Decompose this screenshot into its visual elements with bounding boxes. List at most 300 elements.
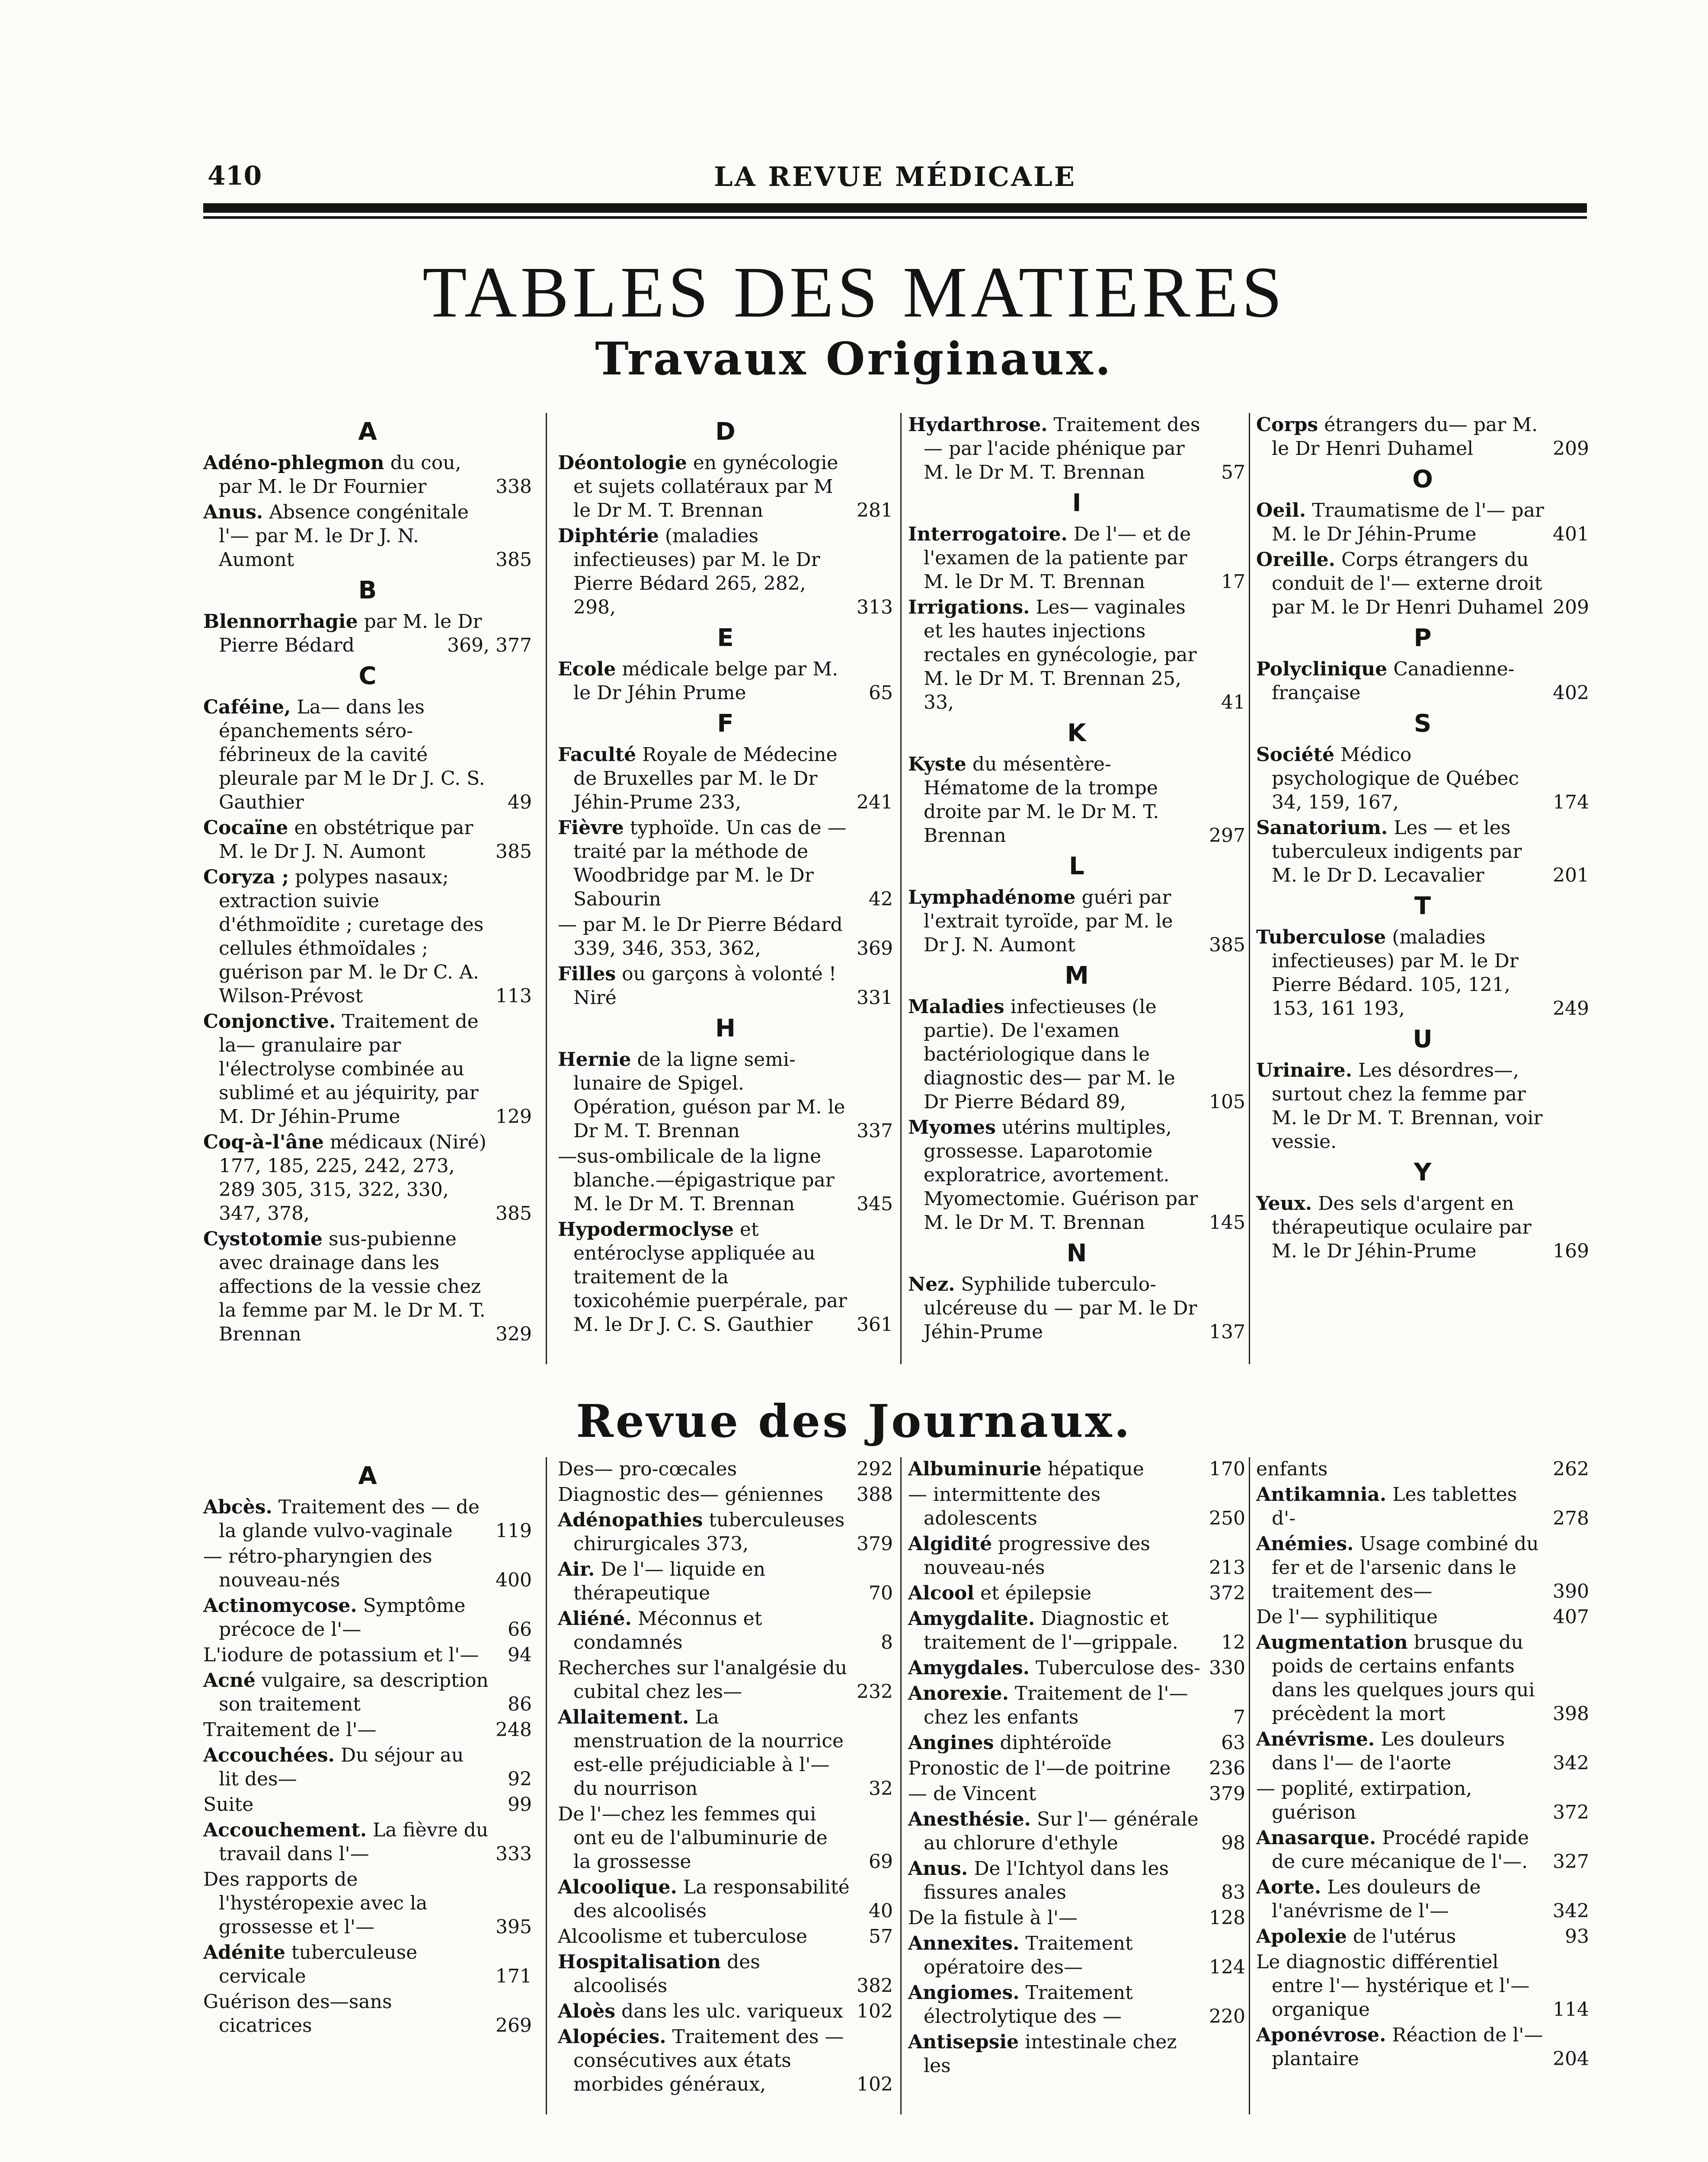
page-reference: 249 — [1549, 997, 1589, 1020]
index-entry — [558, 1508, 893, 1556]
page-reference: 361 — [853, 1313, 893, 1337]
page-reference: 385 — [1206, 933, 1245, 957]
page-reference: 250 — [1206, 1506, 1245, 1530]
index-column — [1256, 1457, 1589, 2119]
entry-text — [908, 1457, 1245, 1481]
entry-heading: Anus. — [908, 1858, 968, 1880]
entry-body: Du séjour au lit des— — [219, 1744, 464, 1790]
page-reference: 372 — [1549, 1801, 1589, 1824]
entry-heading: Coryza ; — [203, 866, 289, 888]
index-entry — [203, 1818, 532, 1866]
index-entry — [203, 1743, 532, 1791]
entry-text — [203, 1227, 532, 1346]
entry-body: typhoïde. Un cas de — traité par la méthode de Woodbridge par M. le Dr Sabourin — [573, 817, 847, 910]
entry-text — [203, 1818, 532, 1866]
entry-text — [908, 886, 1245, 957]
entry-body: De l'— liquide en thérapeutique — [573, 1558, 766, 1604]
entry-body: en gynécologie et sujets collatéraux par M le Dr M. T. Brennan — [573, 452, 838, 521]
entry-text — [558, 1705, 893, 1801]
entry-body: Le diagnostic différentiel entre l'— hystérique et l'— organique — [1256, 1951, 1530, 2021]
entry-text — [1256, 1483, 1589, 1530]
entry-body: Alcoolisme et tuberculose — [558, 1925, 808, 1948]
page-reference: 66 — [504, 1618, 532, 1641]
index-column — [908, 1457, 1245, 2119]
entry-heading: Hypodermoclyse — [558, 1219, 734, 1241]
entry-body: Usage combiné du fer et de l'arsenic dans le traitement des— — [1272, 1533, 1539, 1602]
index-entry — [558, 1048, 893, 1143]
page-reference: 12 — [1218, 1631, 1245, 1654]
index-entry — [1256, 1192, 1589, 1263]
entry-body: Symptôme précoce de l'— — [219, 1595, 466, 1641]
index-entry — [908, 522, 1245, 594]
entry-body: —sus-ombilicale de la ligne blanche.—épigastrique par M. le Dr M. T. Brennan — [558, 1145, 835, 1215]
entry-text — [203, 1669, 532, 1716]
index-entry — [558, 913, 893, 960]
entry-body: Traumatisme de l'— par M. le Dr Jéhin-Prume — [1272, 499, 1544, 545]
entry-text — [1256, 925, 1589, 1020]
entry-text — [1256, 1457, 1589, 1481]
entry-text — [1256, 657, 1589, 705]
index-entry — [908, 1116, 1245, 1235]
entry-text — [1256, 548, 1589, 619]
entry-text — [558, 1925, 893, 1948]
index-letter: D — [715, 418, 736, 446]
entry-text — [203, 816, 532, 864]
entry-body: polypes nasaux; extraction suivie d'éthmoïdite ; curetage des cellules éthmoïdales ; guérison par M. le Dr C. A. Wilson-Prévost — [219, 866, 484, 1007]
page-reference: 94 — [504, 1643, 532, 1667]
entry-text — [1256, 1777, 1589, 1824]
entry-heading: Anesthésie. — [908, 1808, 1031, 1830]
entry-body: vulgaire, sa description son traitement — [219, 1669, 489, 1715]
entry-text — [558, 451, 893, 522]
index-letter: E — [717, 624, 734, 652]
index-entry — [1256, 413, 1589, 461]
index-letter: H — [715, 1014, 736, 1043]
entry-heading: Actinomycose. — [203, 1595, 357, 1617]
entry-text — [908, 595, 1245, 714]
page-reference: 41 — [1218, 691, 1245, 714]
entry-body: Traitement de l'— — [203, 1719, 377, 1741]
entry-heading: Amygdalite. — [908, 1608, 1035, 1630]
page-reference: 40 — [865, 1899, 893, 1923]
index-letter: I — [1072, 489, 1081, 517]
index-entry — [203, 610, 532, 657]
entry-text — [203, 1545, 532, 1592]
page-reference: 236 — [1206, 1756, 1245, 1780]
entry-body: Traitement opératoire des— — [924, 1932, 1133, 1978]
entry-text — [908, 1756, 1245, 1780]
page-reference: 407 — [1549, 1605, 1589, 1629]
index-entry — [203, 1643, 532, 1667]
index-entry — [908, 886, 1245, 957]
entry-text — [908, 1532, 1245, 1580]
page-reference: 69 — [865, 1850, 893, 1874]
page-reference: 385 — [492, 1202, 532, 1225]
entry-text — [203, 1990, 532, 2037]
page-reference: 390 — [1549, 1580, 1589, 1603]
page-reference: 379 — [853, 1532, 893, 1556]
entry-body: par M. le Dr Pierre Bédard — [219, 611, 482, 656]
entry-body: Pronostic de l'—de poitrine — [908, 1757, 1171, 1779]
index-entry — [558, 2025, 893, 2096]
entry-heading: Annexites. — [908, 1932, 1020, 1954]
index-entry — [1256, 1950, 1589, 2021]
index-entry — [203, 1594, 532, 1641]
entry-body: Royale de Médecine de Bruxelles par M. le Dr Jéhin-Prume 233, — [573, 744, 838, 813]
column-divider — [1249, 413, 1250, 1364]
entry-body: diphtéroïde — [994, 1732, 1112, 1754]
entry-body: Des— pro-cœcales — [558, 1458, 737, 1480]
entry-text — [1256, 1631, 1589, 1726]
entry-text — [558, 1145, 893, 1216]
column-divider — [900, 1457, 902, 2114]
entry-heading: Aponévrose. — [1256, 2024, 1386, 2046]
page-reference: 395 — [492, 1915, 532, 1939]
entry-body: La responsabilité des alcoolisés — [573, 1876, 850, 1922]
page-reference: 32 — [865, 1777, 893, 1801]
entry-body: guéri par l'extrait tyroïde, par M. le Dr J. N. Aumont — [924, 886, 1173, 956]
page-reference: 372 — [1206, 1581, 1245, 1605]
page-reference: 385 — [492, 840, 532, 864]
entry-heading: Abcès. — [203, 1496, 272, 1518]
entry-text — [558, 1048, 893, 1143]
index-entry — [908, 1906, 1245, 1930]
entry-body: Traitement des — consécutives aux états morbides généraux, — [573, 2026, 844, 2095]
entry-text — [203, 1743, 532, 1791]
entry-heading: Aloès — [558, 2000, 615, 2022]
entry-text — [1256, 1727, 1589, 1775]
entry-body: du mésentère-Hématome de la trompe droite par M. le Dr M. T. Brennan — [924, 753, 1159, 847]
entry-heading: Oeil. — [1256, 499, 1306, 521]
entry-heading: Sanatorium. — [1256, 817, 1388, 839]
entry-heading: Kyste — [908, 753, 966, 775]
entry-heading: Accouchées. — [203, 1744, 335, 1766]
page-reference: 345 — [853, 1192, 893, 1216]
index-entry — [558, 1999, 893, 2023]
entry-body: Tuberculose des- — [1030, 1657, 1200, 1679]
entry-body: tuberculeuses chirurgicales 373, — [573, 1509, 845, 1555]
index-entry — [1256, 743, 1589, 814]
entry-text — [558, 1483, 893, 1506]
entry-heading: Hernie — [558, 1049, 631, 1071]
entry-body: Traitement de la— granulaire par l'électrolyse combinée au sublimé et au jéquirity, par M. Dr Jéhin-Prume — [219, 1011, 479, 1128]
entry-text — [203, 1594, 532, 1641]
entry-heading: Anus. — [203, 501, 263, 523]
index-entry — [558, 1483, 893, 1506]
entry-text — [1256, 413, 1589, 461]
page-reference: 400 — [492, 1568, 532, 1592]
page-reference: 128 — [1206, 1906, 1245, 1930]
page-reference: 220 — [1206, 2005, 1245, 2028]
entry-body: Guérison des—sans cicatrices — [203, 1991, 392, 2037]
entry-body: Réaction de l'— plantaire — [1272, 2024, 1543, 2070]
index-entry — [203, 1990, 532, 2037]
index-letter: S — [1414, 710, 1432, 738]
index-entry — [908, 1682, 1245, 1729]
entry-text — [558, 2025, 893, 2096]
index-entry — [908, 413, 1245, 484]
entry-body: Corps étrangers du conduit de l'— externe droit par M. le Dr Henri Duhamel — [1272, 549, 1544, 618]
entry-text — [908, 1116, 1245, 1235]
page-reference: 114 — [1549, 1998, 1589, 2021]
entry-body: De l'— syphilitique — [1256, 1606, 1438, 1628]
entry-body: enfants — [1256, 1458, 1328, 1480]
entry-heading: Irrigations. — [908, 596, 1030, 618]
entry-body: — poplité, extirpation, guérison — [1256, 1778, 1472, 1823]
entry-text — [908, 752, 1245, 848]
entry-heading: Alopécies. — [558, 2026, 666, 2048]
entry-heading: Tuberculose — [1256, 926, 1386, 948]
index-entry — [908, 1532, 1245, 1580]
page-reference: 129 — [492, 1105, 532, 1129]
index-entry — [908, 1807, 1245, 1855]
index-entry — [908, 1981, 1245, 2028]
page-number: 410 — [208, 161, 262, 191]
entry-text — [1256, 1059, 1589, 1154]
entry-body: Absence congénitale l'— par M. le Dr J. N. Aumont — [219, 501, 469, 571]
column-divider — [546, 413, 547, 1364]
entry-body: Méconnus et condamnés — [573, 1608, 762, 1653]
entry-body: utérins multiples, grossesse. Laparotomie exploratrice, avortement. Myomectomie. Guérison par M. le Dr M. T. Brennan — [924, 1116, 1198, 1234]
index-entry — [558, 1457, 893, 1481]
page-reference: 385 — [492, 548, 532, 572]
entry-text — [908, 413, 1245, 484]
entry-body: Traitement de l'— chez les enfants — [924, 1682, 1188, 1728]
page-reference: 297 — [1206, 824, 1245, 848]
index-entry — [1256, 499, 1589, 546]
entry-body: progressive des nouveau-nés — [924, 1533, 1150, 1579]
entry-text — [558, 913, 893, 960]
entry-body: La fièvre du travail dans l'— — [219, 1819, 489, 1865]
index-entry — [558, 816, 893, 911]
index-column — [908, 413, 1245, 1369]
entry-body: — rétro-pharyngien des nouveau-nés — [203, 1545, 432, 1591]
page-reference: 8 — [877, 1631, 893, 1654]
page-reference: 382 — [853, 1974, 893, 1998]
page-reference: 169 — [1549, 1239, 1589, 1263]
entry-text — [908, 1906, 1245, 1930]
entry-text — [908, 1581, 1245, 1605]
entry-text — [1256, 1605, 1589, 1629]
entry-text — [558, 1218, 893, 1337]
entry-text — [908, 1932, 1245, 1979]
entry-text — [1256, 499, 1589, 546]
column-divider — [1249, 1457, 1250, 2114]
page-reference: 329 — [492, 1322, 532, 1346]
entry-heading: Faculté — [558, 744, 637, 766]
index-letter: N — [1066, 1239, 1087, 1267]
entry-heading: Anémies. — [1256, 1533, 1354, 1555]
entry-body: Les désordres—, surtout chez la femme par M. le Dr M. T. Brennan, voir vessie. — [1272, 1059, 1543, 1153]
entry-body: La— dans les épanchements séro-fébrineux de la cavité pleurale par M le Dr J. C. S. Gauthier — [219, 696, 485, 813]
page-reference: 102 — [853, 2072, 893, 2096]
page-reference: 369, 377 — [444, 633, 532, 657]
entry-text — [908, 1782, 1245, 1806]
entry-text — [558, 1656, 893, 1704]
page-reference: 119 — [492, 1519, 532, 1543]
entry-heading: Adénopathies — [558, 1509, 703, 1531]
index-entry — [908, 1932, 1245, 1979]
index-entry — [1256, 1727, 1589, 1775]
index-entry — [203, 1669, 532, 1716]
entry-heading: Antikamnia. — [1256, 1484, 1387, 1506]
entry-text — [1256, 816, 1589, 887]
index-entry — [1256, 1925, 1589, 1948]
entry-heading: Nez. — [908, 1273, 955, 1295]
entry-body: étrangers du— par M. le Dr Henri Duhamel — [1272, 414, 1538, 460]
page-reference: 398 — [1549, 1702, 1589, 1726]
entry-heading: Myomes — [908, 1116, 996, 1139]
page-reference: 92 — [504, 1767, 532, 1791]
index-entry — [558, 1218, 893, 1337]
index-entry — [203, 1718, 532, 1742]
index-letter: C — [358, 662, 377, 690]
section-title-travaux: Travaux Originaux. — [595, 332, 1113, 385]
page-reference: 137 — [1206, 1320, 1245, 1344]
page-reference: 17 — [1218, 570, 1245, 594]
page-reference: 213 — [1206, 1556, 1245, 1580]
page-reference: 93 — [1561, 1925, 1589, 1948]
page-reference: 278 — [1549, 1506, 1589, 1530]
index-entry — [558, 1705, 893, 1801]
entry-body: Les— vaginales et les hautes injections rectales en gynécologie, par M. le Dr M. T. Brennan 25, 33, — [924, 596, 1197, 713]
entry-heading: Alcoolique. — [558, 1876, 677, 1898]
running-head — [208, 161, 1583, 195]
entry-text — [1256, 1826, 1589, 1874]
page-reference: 232 — [853, 1680, 893, 1704]
page-reference: 388 — [853, 1483, 893, 1506]
entry-text — [908, 1981, 1245, 2028]
entry-text — [1256, 2023, 1589, 2071]
page-reference: 337 — [853, 1119, 893, 1143]
page-reference: 105 — [1206, 1090, 1245, 1114]
entry-text — [203, 1130, 532, 1225]
page-reference: 379 — [1206, 1782, 1245, 1806]
page-reference: 145 — [1206, 1211, 1245, 1235]
page-reference: 49 — [504, 790, 532, 814]
entry-body: de la ligne semi-lunaire de Spigel. Opération, guéson par M. le Dr M. T. Brennan — [573, 1049, 845, 1142]
index-entry — [908, 1273, 1245, 1344]
entry-body: Les — et les tuberculeux indigents par M. le Dr D. Lecavalier — [1272, 817, 1522, 886]
entry-text — [908, 2030, 1245, 2078]
page-reference: 209 — [1549, 595, 1589, 619]
index-entry — [908, 1581, 1245, 1605]
entry-body: sus-pubienne avec drainage dans les affections de la vessie chez la femme par M. le Dr M. T. Brennan — [219, 1228, 486, 1345]
entry-heading: Yeux. — [1256, 1193, 1312, 1215]
entry-body: dans les ulc. variqueux — [615, 2000, 843, 2022]
entry-text — [558, 1875, 893, 1923]
entry-text — [203, 1941, 532, 1988]
entry-body: L'iodure de potassium et l'— — [203, 1644, 479, 1666]
entry-body: — de Vincent — [908, 1783, 1036, 1805]
entry-text — [203, 1643, 532, 1667]
entry-heading: Fièvre — [558, 817, 624, 839]
entry-text — [203, 695, 532, 814]
entry-heading: Société — [1256, 744, 1334, 766]
page-reference: 209 — [1549, 437, 1589, 461]
index-letter: A — [358, 1462, 377, 1490]
index-letter: B — [358, 576, 377, 604]
entry-heading: Hospitalisation — [558, 1951, 721, 1973]
entry-body: La menstruation de la nourrice est-elle préjudiciable à l'— du nourrison — [573, 1706, 844, 1800]
index-column — [558, 413, 893, 1369]
entry-heading: Blennorrhagie — [203, 611, 358, 633]
index-column — [558, 1457, 893, 2119]
entry-body: Des rapports de l'hystéropexie avec la grossesse et l'— — [203, 1868, 428, 1938]
section-title-revue: Revue des Journaux. — [576, 1394, 1132, 1448]
entry-heading: Diphtérie — [558, 525, 659, 547]
entry-text — [908, 1607, 1245, 1654]
index-entry — [908, 1457, 1245, 1481]
entry-body: Recherches sur l'analgésie du cubital chez les— — [558, 1657, 848, 1703]
entry-heading: Urinaire. — [1256, 1059, 1352, 1081]
index-entry — [203, 816, 532, 864]
index-entry — [203, 1545, 532, 1592]
index-letter: T — [1414, 892, 1431, 920]
index-letter: U — [1413, 1025, 1433, 1053]
entry-text — [203, 1793, 532, 1817]
entry-text — [203, 865, 532, 1008]
entry-heading: Aliéné. — [558, 1608, 632, 1630]
index-entry — [1256, 548, 1589, 619]
entry-body: De l'—chez les femmes qui ont eu de l'albuminurie de la grossesse — [558, 1803, 828, 1873]
entry-heading: Filles — [558, 963, 616, 985]
entry-body: infectieuses (le partie). De l'examen bactériologique dans le diagnostic des— par M. le Dr Pierre Bédard 89, — [924, 996, 1175, 1113]
page-reference: 342 — [1549, 1751, 1589, 1775]
entry-body: du cou, par M. le Dr Fournier — [219, 452, 461, 498]
entry-body: médicale belge par M. le Dr Jéhin Prume — [573, 658, 838, 704]
index-entry — [1256, 2023, 1589, 2071]
entry-body: Syphilide tuberculo-ulcéreuse du — par M. le Dr Jéhin-Prume — [924, 1273, 1197, 1343]
index-entry — [908, 1756, 1245, 1780]
entry-body: Traitement électrolytique des — — [924, 1982, 1133, 2028]
journal-title: LA REVUE MÉDICALE — [713, 161, 1077, 192]
entry-text — [558, 1508, 893, 1556]
index-entry — [203, 451, 532, 499]
page-reference: 102 — [853, 1999, 893, 2023]
entry-text — [908, 1273, 1245, 1344]
entry-body: brusque du poids de certains enfants dans les quelques jours qui précèdent la mort — [1272, 1631, 1535, 1725]
index-entry — [1256, 816, 1589, 887]
entry-body: Des sels d'argent en thérapeutique oculaire par M. le Dr Jéhin-Prume — [1272, 1193, 1532, 1262]
index-entry — [908, 1607, 1245, 1654]
page-reference: 70 — [865, 1581, 893, 1605]
entry-text — [203, 1010, 532, 1129]
entry-heading: Accouchement. — [203, 1819, 367, 1841]
entry-body: De l'Ichtyol dans les fissures anales — [924, 1858, 1169, 1903]
page-reference: 338 — [492, 475, 532, 499]
entry-text — [908, 1483, 1245, 1530]
index-entry — [203, 865, 532, 1008]
index-letter: M — [1065, 962, 1089, 990]
entry-body: Les douleurs de l'anévrisme de l'— — [1272, 1876, 1481, 1922]
index-entry — [558, 1558, 893, 1605]
index-entry — [1256, 925, 1589, 1020]
entry-body: Traitement des — par l'acide phénique par M. le Dr M. T. Brennan — [924, 414, 1200, 483]
entry-body: — intermittente des adolescents — [908, 1484, 1101, 1529]
entry-body: (maladies infectieuses) par M. le Dr Pierre Bédard. 105, 121, 153, 161 193, — [1272, 926, 1519, 1020]
entry-text — [558, 1999, 893, 2023]
entry-text — [558, 1607, 893, 1654]
index-entry — [908, 1731, 1245, 1755]
entry-body: des alcoolisés — [573, 1951, 760, 1997]
entry-heading: Anévrisme. — [1256, 1728, 1375, 1750]
entry-heading: Allaitement. — [558, 1706, 689, 1728]
column-divider — [546, 1457, 547, 2114]
entry-body: Traitement des — de la glande vulvo-vaginale — [219, 1496, 480, 1542]
entry-heading: Coq-à-l'âne — [203, 1131, 324, 1153]
index-entry — [558, 524, 893, 619]
